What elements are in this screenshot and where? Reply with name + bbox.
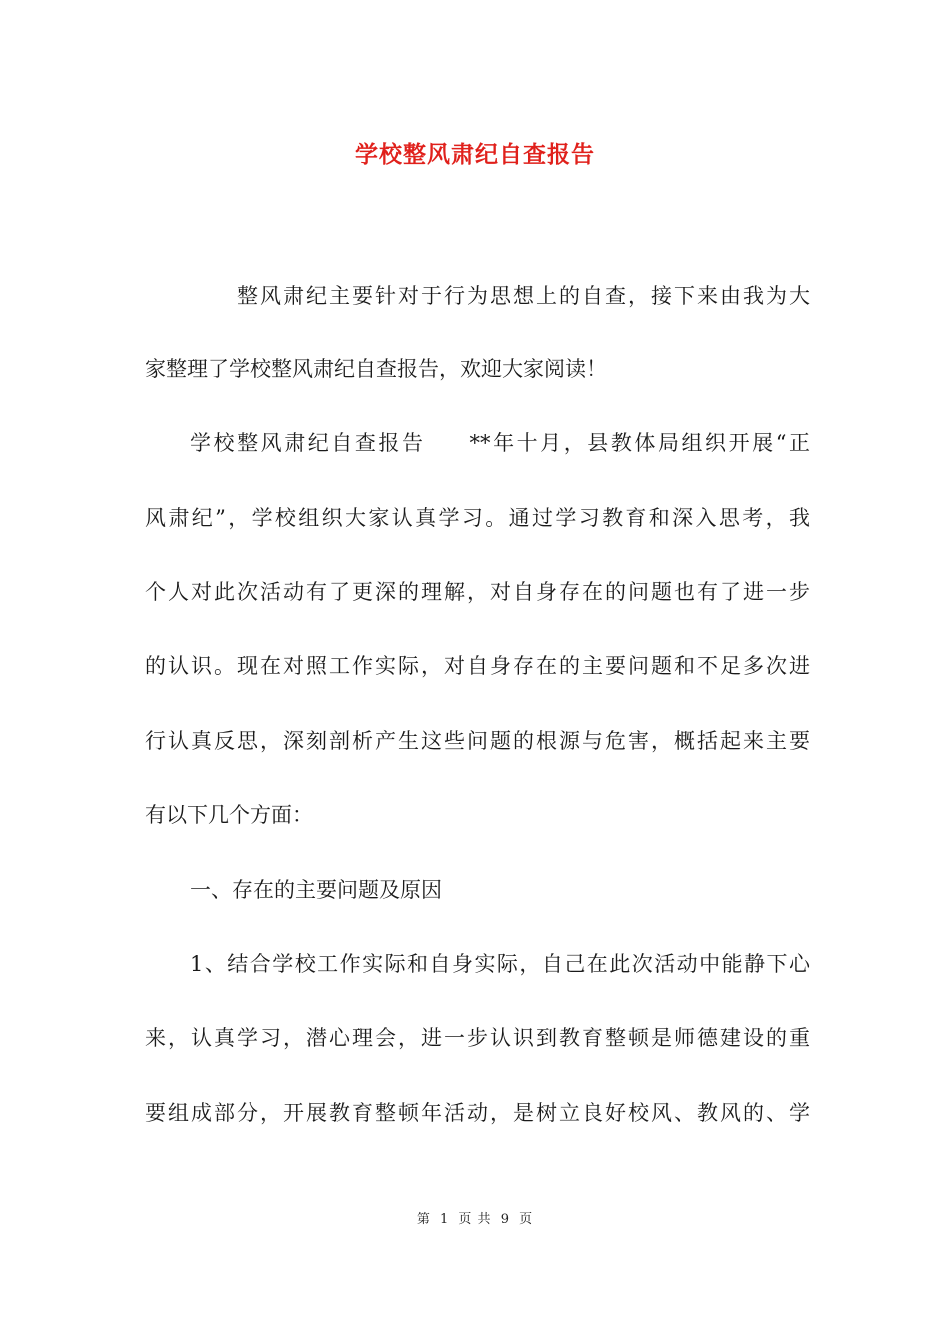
footer-suffix: 页 — [519, 1212, 534, 1227]
text-line: 个人对此次活动有了更深的理解，对自身存在的问题也有了进一步 — [145, 580, 810, 604]
footer-prefix: 第 — [416, 1212, 431, 1227]
text-line: 风肃纪”，学校组织大家认真学习。通过学习教育和深入思考，我 — [145, 506, 810, 530]
section-heading: 一、存在的主要问题及原因 — [190, 878, 442, 902]
text-line-composite — [190, 428, 810, 458]
footer-middle: 页 共 — [458, 1212, 492, 1227]
text-line: 要组成部分，开展教育整顿年活动，是树立良好校风、教风的、学 — [145, 1101, 810, 1125]
text-line: 有以下几个方面： — [145, 803, 313, 827]
text-line: 的认识。现在对照工作实际，对自身存在的主要问题和不足多次进 — [145, 654, 810, 678]
footer-total-pages: 9 — [500, 1212, 510, 1227]
page-footer — [0, 1208, 950, 1227]
text-line: 家整理了学校整风肃纪自查报告，欢迎大家阅读！ — [145, 357, 607, 381]
footer-page-number: 1 — [440, 1212, 450, 1227]
text-line: 来，认真学习，潜心理会，进一步认识到教育整顿是师德建设的重 — [145, 1026, 810, 1050]
document-title: 学校整风肃纪自查报告 — [355, 141, 595, 168]
report-heading-inline: 学校整风肃纪自查报告 — [190, 431, 426, 455]
report-first-sentence: **年十月，县教体局组织开展“正 — [469, 431, 810, 455]
text-line: 1、结合学校工作实际和自身实际，自己在此次活动中能静下心 — [190, 952, 810, 976]
text-line: 整风肃纪主要针对于行为思想上的自查，接下来由我为大 — [237, 284, 810, 308]
text-line: 行认真反思，深刻剖析产生这些问题的根源与危害，概括起来主要 — [145, 729, 810, 753]
